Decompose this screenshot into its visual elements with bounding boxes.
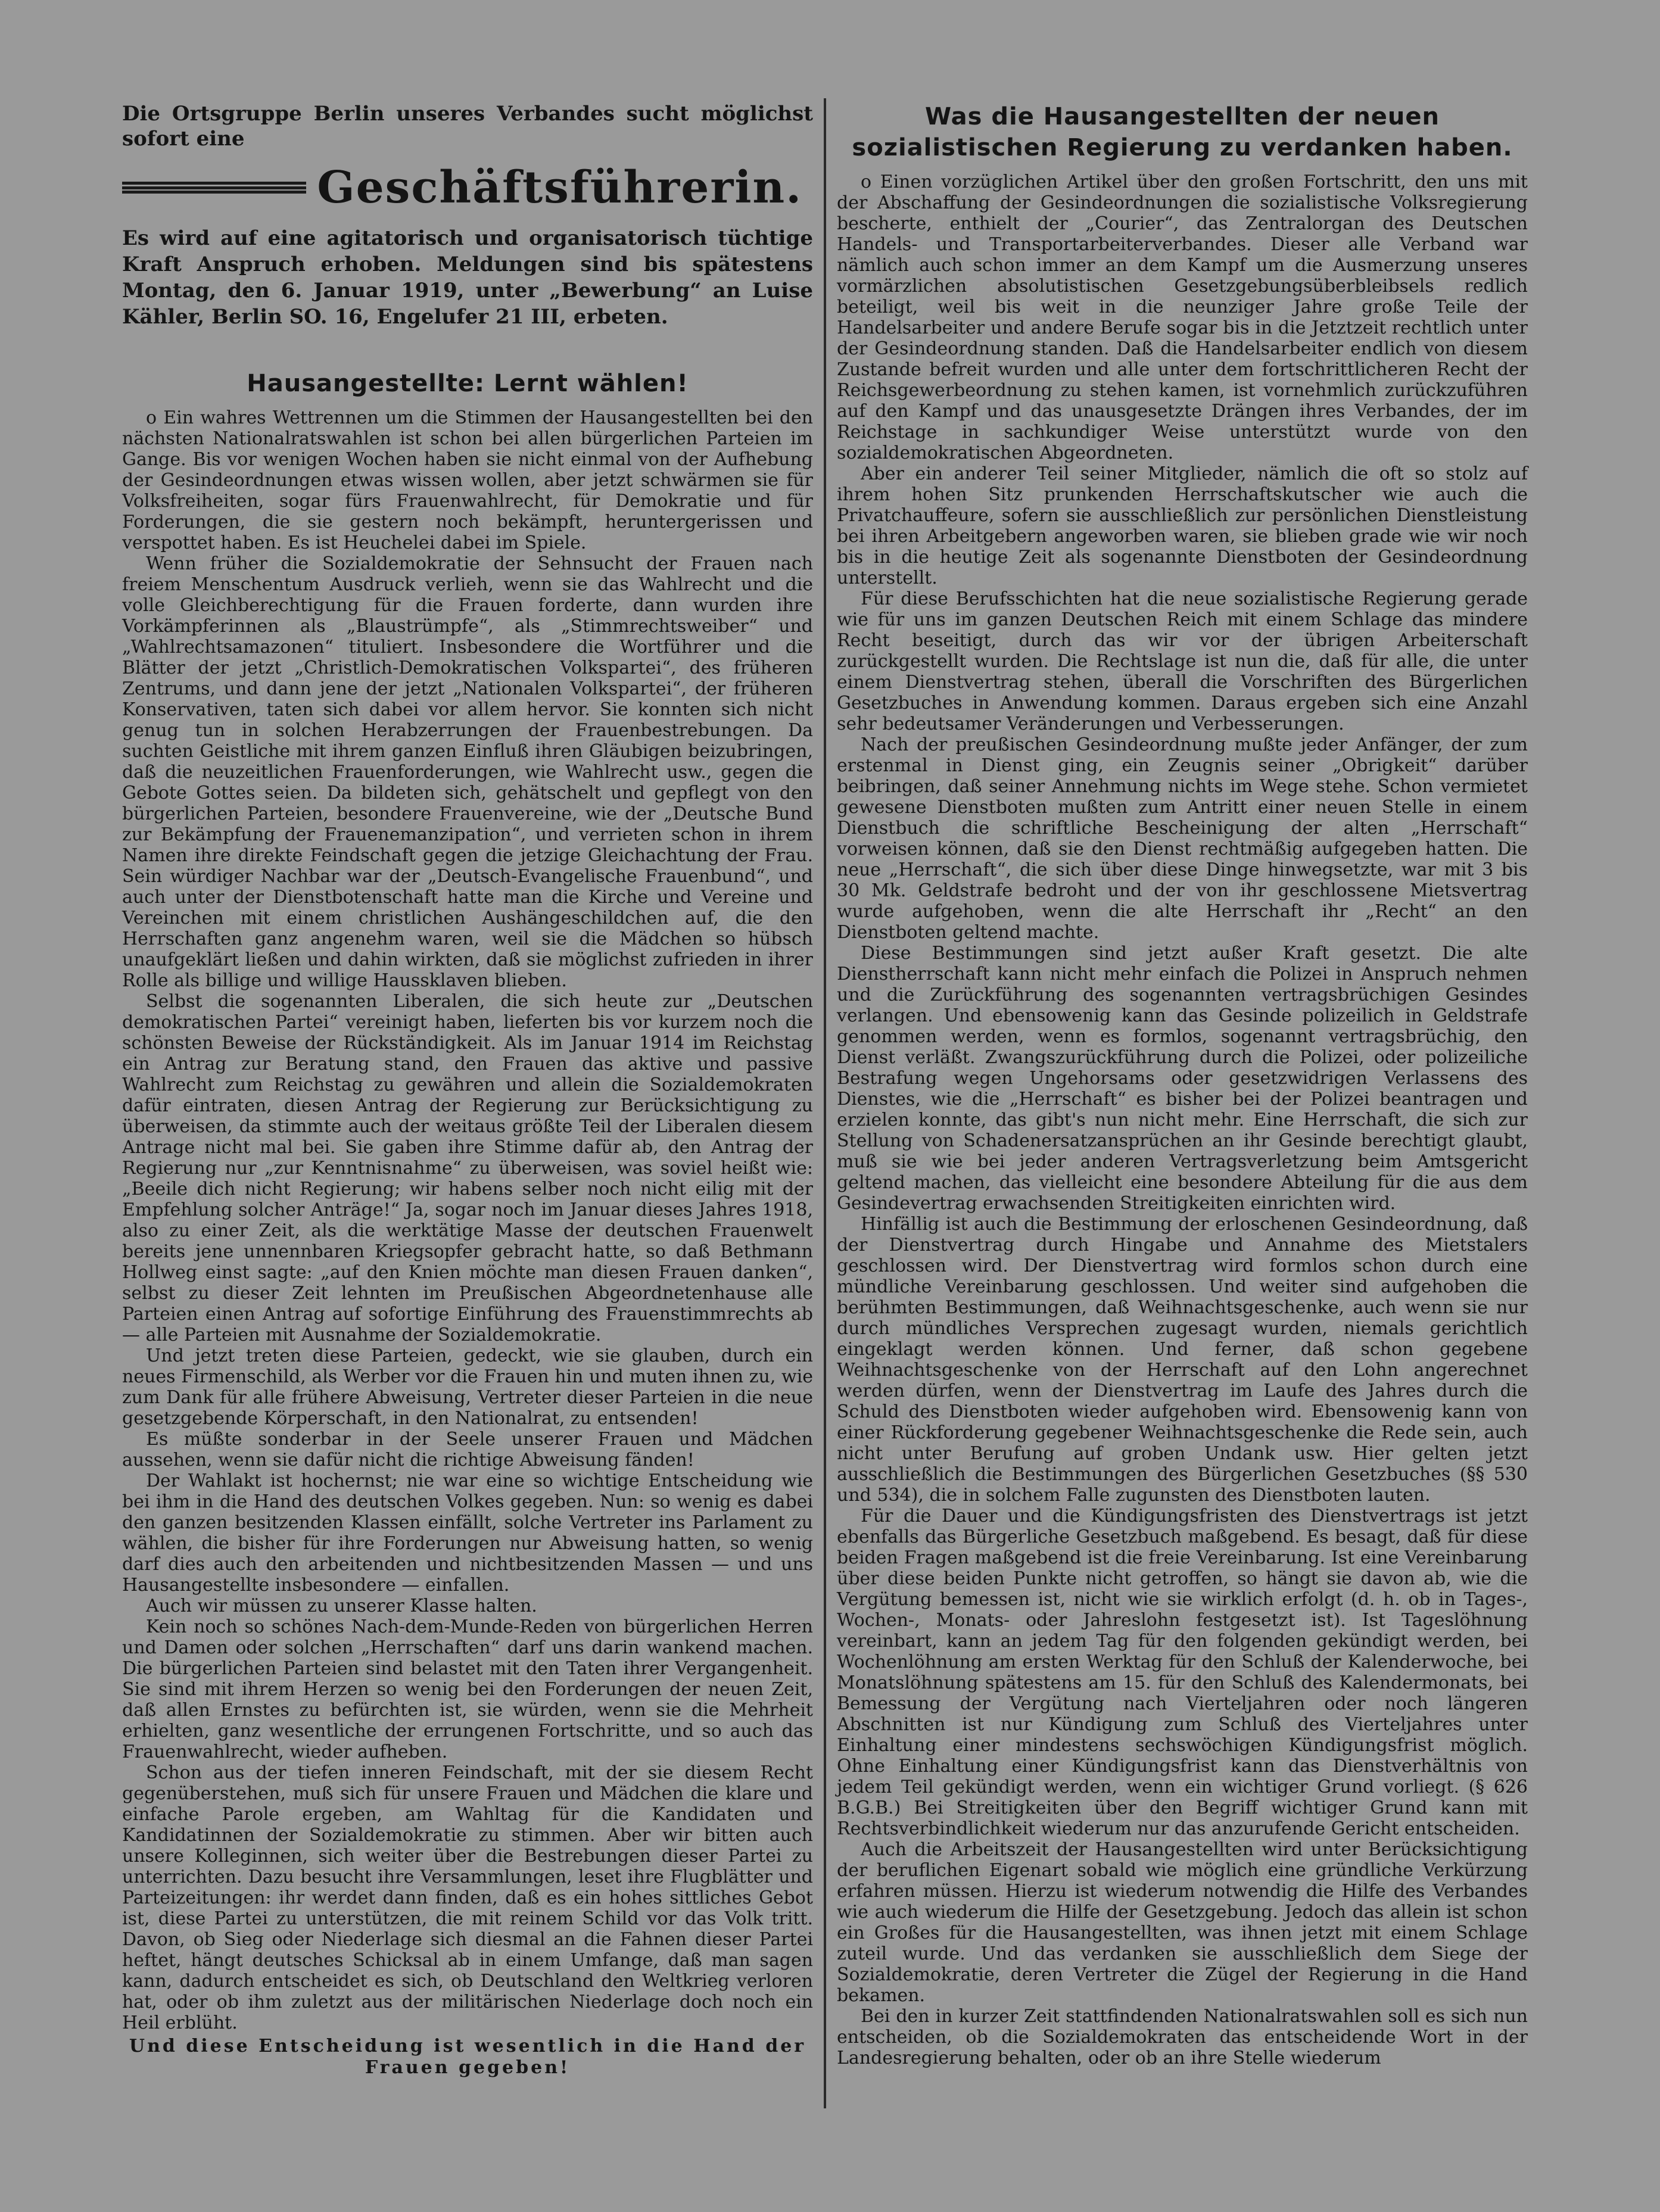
ad-title: Geschäftsführerin. <box>317 162 802 213</box>
right-column <box>837 101 1528 2068</box>
right-paragraph: Bei den in kurzer Zeit stattfindenden Nationalratswahlen soll es sich nun entscheiden, ob die Sozialdemokraten das entscheidende Wort in der Landesregierung behalten, oder ob an ihre Stelle wiederum <box>837 2006 1528 2068</box>
right-paragraph: Hinfällig ist auch die Bestimmung der erloschenen Gesindeordnung, daß der Dienstvertrag durch Hingabe und Annahme des Mietstalers geschlossen wird. Der Dienstvertrag wird formlos schon durch eine mündliche Vereinbarung geschlossen. Und weiter sind aufgehoben die berühmten Bestimmungen, daß Weihnachtsgeschenke, auch wenn sie nur durch mündliches Versprechen zugesagt wurden, niemals gerichtlich eingeklagt werden können. Und ferner, daß schon gegebene Weihnachtsgeschenke von der Herrschaft auf den Lohn angerechnet werden dürfen, wenn der Dienstvertrag im Laufe des Jahres durch die Schuld des Dienstboten wieder aufgehoben wird. Ebensowenig kann von einer Rückforderung gegebener Weihnachtsgeschenke die Rede sein, auch nicht unter Berufung auf groben Undank usw. Hier gelten jetzt ausschließlich die Bestimmungen des Bürgerlichen Gesetzbuches (§§ 530 und 534), die in solchem Falle zugunsten des Dienstboten lauten. <box>837 1214 1528 1506</box>
ad-rule-left <box>122 182 306 194</box>
ad-body: Es wird auf eine agitatorisch und organisatorisch tüchtige Kraft Anspruch erhoben. Meldungen sind bis spätestens Montag, den 6. Januar 1919, unter „Bewerbung“ an Luise Kähler, Berlin SO. 16, Engelufer 21 III, erbeten. <box>122 226 813 329</box>
right-article <box>837 101 1528 2068</box>
right-paragraph: Auch die Arbeitszeit der Hausangestellten wird unter Berücksichtigung der beruflichen Eigenart sobald wie möglich eine gründliche Verkürzung erfahren müssen. Hierzu ist wiederum notwendig die Hilfe des Verbandes wie auch wiederum die Hilfe der Gesetzgebung. Jedoch das allein ist schon ein Großes für die Hausangestellten, was ihnen jetzt mit einem Schlage zuteil wurde. Und das verdanken sie ausschließlich dem Siege der Sozialdemokratie, deren Vertreter die Zügel der Regierung in die Hand bekamen. <box>837 1839 1528 2006</box>
right-paragraph: Für die Dauer und die Kündigungsfristen des Dienstvertrags ist jetzt ebenfalls das Bürgerliche Gesetzbuch maßgebend. Es besagt, daß für diese beiden Fragen maßgebend ist die freie Vereinbarung. Ist eine Vereinbarung über diese beiden Punkte nicht getroffen, so hängt sie davon ab, wie die Vergütung bemessen ist, nicht wie sie wirklich erfolgt (d. h. ob in Tages-, Wochen-, Monats- oder Jahreslohn festgesetzt ist). Ist Tageslöhnung vereinbart, kann an jedem Tag für den folgenden gekündigt werden, bei Wochenlöhnung am ersten Werktag für den Schluß der Kalenderwoche, bei Monatslöhnung spätestens am 15. für den Schluß des Kalendermonats, bei Bemessung der Vergütung nach Vierteljahren oder noch längeren Abschnitten ist nur Kündigung zum Schluß des Vierteljahres unter Einhaltung einer mindestens sechswöchigen Kündigungsfrist möglich. Ohne Einhaltung einer Kündigungsfrist kann das Dienstverhältnis von jedem Teil gekündigt werden, wenn ein wichtiger Grund vorliegt. (§ 626 B.G.B.) Bei Streitigkeiten über den Begriff wichtiger Grund kann mit Rechtsverbindlichkeit wiederum nur das anzurufende Gericht entscheiden. <box>837 1506 1528 1839</box>
left-article-closing: Und diese Entscheidung ist wesentlich in die Hand der Frauen gegeben! <box>129 2036 806 2078</box>
left-paragraph: o Ein wahres Wettrennen um die Stimmen der Hausangestellten bei den nächsten Nationalratswahlen ist schon bei allen bürgerlichen Parteien im Gange. Bis vor wenigen Wochen haben sie nicht einmal von der Aufhebung der Gesindeordnungen etwas wissen wollen, aber jetzt schwärmen sie für Volksfreiheiten, sogar fürs Frauenwahlrecht, für Demokratie und für Forderungen, die sie gestern noch bekämpft, heruntergerissen und verspottet haben. Es ist Heuchelei dabei im Spiele. <box>122 407 813 553</box>
right-paragraph: Für diese Berufsschichten hat die neue sozialistische Regierung gerade wie für uns im ganzen Deutschen Reich mit einem Schlage das mindere Recht beseitigt, durch das wir vor der übrigen Arbeiterschaft zurückgestellt wurden. Die Rechtslage ist nun die, daß für alle, die unter einem Dienstvertrag stehen, überall die Vorschriften des Bürgerlichen Gesetzbuches in Anwendung kommen. Daraus ergeben sich eine Anzahl sehr bedeutsamer Veränderungen und Verbesserungen. <box>837 588 1528 734</box>
right-paragraph: Diese Bestimmungen sind jetzt außer Kraft gesetzt. Die alte Dienstherrschaft kann nicht mehr einfach die Polizei in Anspruch nehmen und die Zurückführung des sogenannten vertragsbrüchigen Gesindes verlangen. Und ebensowenig kann das Gesinde polizeilich in Geldstrafe genommen werden, wenn es formlos, sogenannt vertragsbrüchig, den Dienst verläßt. Zwangszurückführung durch die Polizei, oder polizeiliche Bestrafung wegen Ungehorsams oder gesetzwidrigen Verlassens des Dienstes, wie die „Herrschaft“ es bisher bei der Polizei beantragen und erzielen konnte, das gibt's nun nicht mehr. Eine Herrschaft, die sich zur Stellung von Schadenersatzansprüchen an ihr Gesinde berechtigt glaubt, muß sie wie bei jeder anderen Vertragsverletzung beim Amtsgericht geltend machen, das vielleicht eine besondere Abteilung für die aus dem Gesindevertrag erwachsenden Streitigkeiten einrichten wird. <box>837 943 1528 1214</box>
right-paragraph: Aber ein anderer Teil seiner Mitglieder, nämlich die oft so stolz auf ihrem hohen Sitz prunkenden Herrschaftskutscher wie auch die Privatchauffeure, sofern sie ausschließlich zur persönlichen Dienstleistung bei ihren Arbeitgebern angeworben waren, sie blieben grade wie wir noch bis in die heutige Zeit als sogenannte Dienstboten der Gesindeordnung unterstellt. <box>837 463 1528 588</box>
left-paragraph: Schon aus der tiefen inneren Feindschaft, mit der sie diesem Recht gegenüberstehen, muß sich für unsere Frauen und Mädchen die klare und einfache Parole ergeben, am Wahltag für die Kandidaten und Kandidatinnen der Sozialdemokratie zu stimmen. Aber wir bitten auch unsere Kolleginnen, sich weiter über die Bestrebungen dieser Partei zu unterrichten. Dazu besucht ihre Versammlungen, leset ihre Flugblätter und Parteizeitungen: ihr werdet dann finden, daß es ein hohes sittliches Gebot ist, diese Partei zu unterstützen, die mit reinem Schild vor das Volk tritt. Davon, ob Sieg oder Niederlage sich diesmal an die Fahnen dieser Partei heftet, hängt deutsches Schicksal ab in einem Umfange, daß man sagen kann, dadurch entscheidet es sich, ob Deutschland den Weltkrieg verloren hat, oder ob ihm zuletzt aus der militärischen Niederlage doch noch ein Heil erblüht. <box>122 1762 813 2033</box>
left-article <box>122 368 813 2079</box>
left-column <box>122 101 813 2079</box>
left-paragraph: Selbst die sogenannten Liberalen, die sich heute zur „Deutschen demokratischen Partei“ vereinigt haben, lieferten bis vor kurzem noch die schönsten Beweise der Rückständigkeit. Als im Januar 1914 im Reichstag ein Antrag zur Beratung stand, den Frauen das aktive und passive Wahlrecht zum Reichstag zu gewähren und allein die Sozialdemokraten dafür eintraten, diesen Antrag der Regierung zur Berücksichtigung zu überweisen, da stimmte auch der weitaus größte Teil der Liberalen diesem Antrage nicht mal bei. Sie gaben ihre Stimme dafür ab, den Antrag der Regierung nur „zur Kenntnisnahme“ zu überweisen, was soviel heißt wie: „Beeile dich nicht Regierung; wir habens selber noch nicht eilig mit der Empfehlung solcher Anträge!“ Ja, sogar noch im Januar dieses Jahres 1918, also zu einer Zeit, als die werktätige Masse der deutschen Frauenwelt bereits jene unnennbaren Kriegsopfer gebracht hatte, so daß Bethmann Hollweg einst sagte: „auf den Knien möchte man diesen Frauen danken“, selbst zu dieser Zeit lehnten im Preußischen Abgeordnetenhause alle Parteien einen Antrag auf sofortige Einführung des Frauenstimmrechts ab — alle Parteien mit Ausnahme der Sozialdemokratie. <box>122 991 813 1345</box>
right-paragraph: o Einen vorzüglichen Artikel über den großen Fortschritt, den uns mit der Abschaffung der Gesindeordnungen die sozialistische Volksregierung bescherte, enthielt der „Courier“, das Zentralorgan des Deutschen Handels- und Transportarbeiterverbandes. Dieser alle Verband war nämlich auch schon immer an dem Kampf um die Ausmerzung unseres vormärzlichen absolutistischen Gesetzgebungsüberbleibsels redlich beteiligt, weil bis weit in die neunziger Jahre große Teile der Handelsarbeiter und andere Berufe sogar bis in die Jetztzeit rechtlich unter der Gesindeordnung standen. Daß die Handelsarbeiter endlich von diesem Zustande befreit wurden und alle unter dem fortschrittlicheren Recht der Reichsgewerbeordnung zu stehen kamen, ist vornehmlich zurückzuführen auf den Kampf und das unausgesetzte Drängen ihres Verbandes, der im Reichstage in sachkundiger Weise unterstützt wurde von den sozialdemokratischen Abgeordneten. <box>837 172 1528 463</box>
left-paragraph: Es müßte sonderbar in der Seele unserer Frauen und Mädchen aussehen, wenn sie dafür nicht die richtige Abweisung fänden! <box>122 1429 813 1470</box>
job-advertisement <box>122 101 813 330</box>
right-article-headline: Was die Hausangestellten der neuen sozialistischen Regierung zu verdanken haben. <box>852 103 1513 161</box>
left-article-headline: Hausangestellte: Lernt wählen! <box>247 370 689 397</box>
left-paragraph: Auch wir müssen zu unserer Klasse halten. <box>146 1596 537 1616</box>
column-divider <box>824 98 826 2108</box>
left-paragraph: Wenn früher die Sozialdemokratie der Sehnsucht der Frauen nach freiem Menschentum Ausdruck verlieh, wenn sie das Wahlrecht und die volle Gleichberechtigung für die Frauen forderte, dann wurden ihre Vorkämpferinnen als „Blaustrümpfe“, als „Stimmrechtsweiber“ und „Wahlrechtsamazonen“ tituliert. Insbesondere die Wortführer und die Blätter der jetzt „Christlich-Demokratischen Volkspartei“, des früheren Zentrums, und dann jene der jetzt „Nationalen Volkspartei“, der früheren Konservativen, taten sich dabei vor allem hervor. Sie konnten sich nicht genug tun in solchen Herabzerrungen der Frauenbestrebungen. Da suchten Geistliche mit ihrem ganzen Einfluß ihren Gläubigen beizubringen, daß die neuzeitlichen Frauenforderungen, wie Wahlrecht usw., gegen die Gebote Gottes seien. Da bildeten sich, gehätschelt und gepflegt von den bürgerlichen Parteien, besondere Frauenvereine, wie der „Deutsche Bund zur Bekämpfung der Frauenemanzipation“, und verrieten schon in ihrem Namen ihre direkte Feindschaft gegen die jetzige Gleichachtung der Frau. Sein würdiger Nachbar war der „Deutsch-Evangelische Frauenbund“, und auch unter der Dienstbotenschaft hatte man die Kirche und Vereine und Vereinchen mit einem christlichen Aushängeschildchen auf, die den Herrschaften ganz angenehm waren, weil sie die Mädchen so hübsch unaufgeklärt ließen und dahin wirkten, daß sie möglichst zufrieden in ihrer Rolle als billige und willige Haussklaven blieben. <box>122 553 813 991</box>
left-paragraph: Und jetzt treten diese Parteien, gedeckt, wie sie glauben, durch ein neues Firmenschild, als Werber vor die Frauen hin und muten ihnen zu, wie zum Dank für alle frühere Abweisung, Vertreter dieser Parteien in die neue gesetzgebende Körperschaft, in den Nationalrat, zu entsenden! <box>122 1345 813 1429</box>
ad-intro: Die Ortsgruppe Berlin unseres Verbandes sucht möglichst sofort eine <box>122 102 813 151</box>
left-paragraph: Kein noch so schönes Nach-dem-Munde-Reden von bürgerlichen Herren und Damen oder solchen „Herrschaften“ darf uns darin wankend machen. Die bürgerlichen Parteien sind belastet mit den Taten ihrer Vergangenheit. Sie sind mit ihrem Herzen so wenig bei den Forderungen der neuen Zeit, daß allen Ernstes zu befürchten ist, sie würden, wenn sie die Mehrheit erhielten, ganz wesentliche der errungenen Fortschritte, und so auch das Frauenwahlrecht, wieder aufheben. <box>122 1616 813 1762</box>
ad-title-row <box>122 162 813 213</box>
left-paragraph: Der Wahlakt ist hochernst; nie war eine so wichtige Entscheidung wie bei ihm in die Hand des deutschen Volkes gegeben. Nun: so wenig es dabei den ganzen besitzenden Klassen einfällt, solche Vertreter ins Parlament zu wählen, die bisher für ihre Forderungen nur Abweisung hatten, so wenig darf dies auch den arbeitenden und nichtbesitzenden Massen — und uns Hausangestellte insbesondere — einfallen. <box>122 1470 813 1596</box>
right-paragraph: Nach der preußischen Gesindeordnung mußte jeder Anfänger, der zum erstenmal in Dienst ging, ein Zeugnis seiner „Obrigkeit“ darüber beibringen, daß seiner Annehmung nichts im Wege stehe. Schon vermietet gewesene Dienstboten mußten zum Antritt einer neuen Stelle in einem Dienstbuch die schriftliche Bescheinigung der alten „Herrschaft“ vorweisen können, daß sie den Dienst rechtmäßig aufgegeben hatten. Die neue „Herrschaft“, die sich über diese Dinge hinwegsetzte, war mit 3 bis 30 Mk. Geldstrafe bedroht und der von ihr geschlossene Mietsvertrag wurde aufgehoben, wenn die alte Herrschaft ihr „Recht“ an den Dienstboten geltend machte. <box>837 734 1528 943</box>
